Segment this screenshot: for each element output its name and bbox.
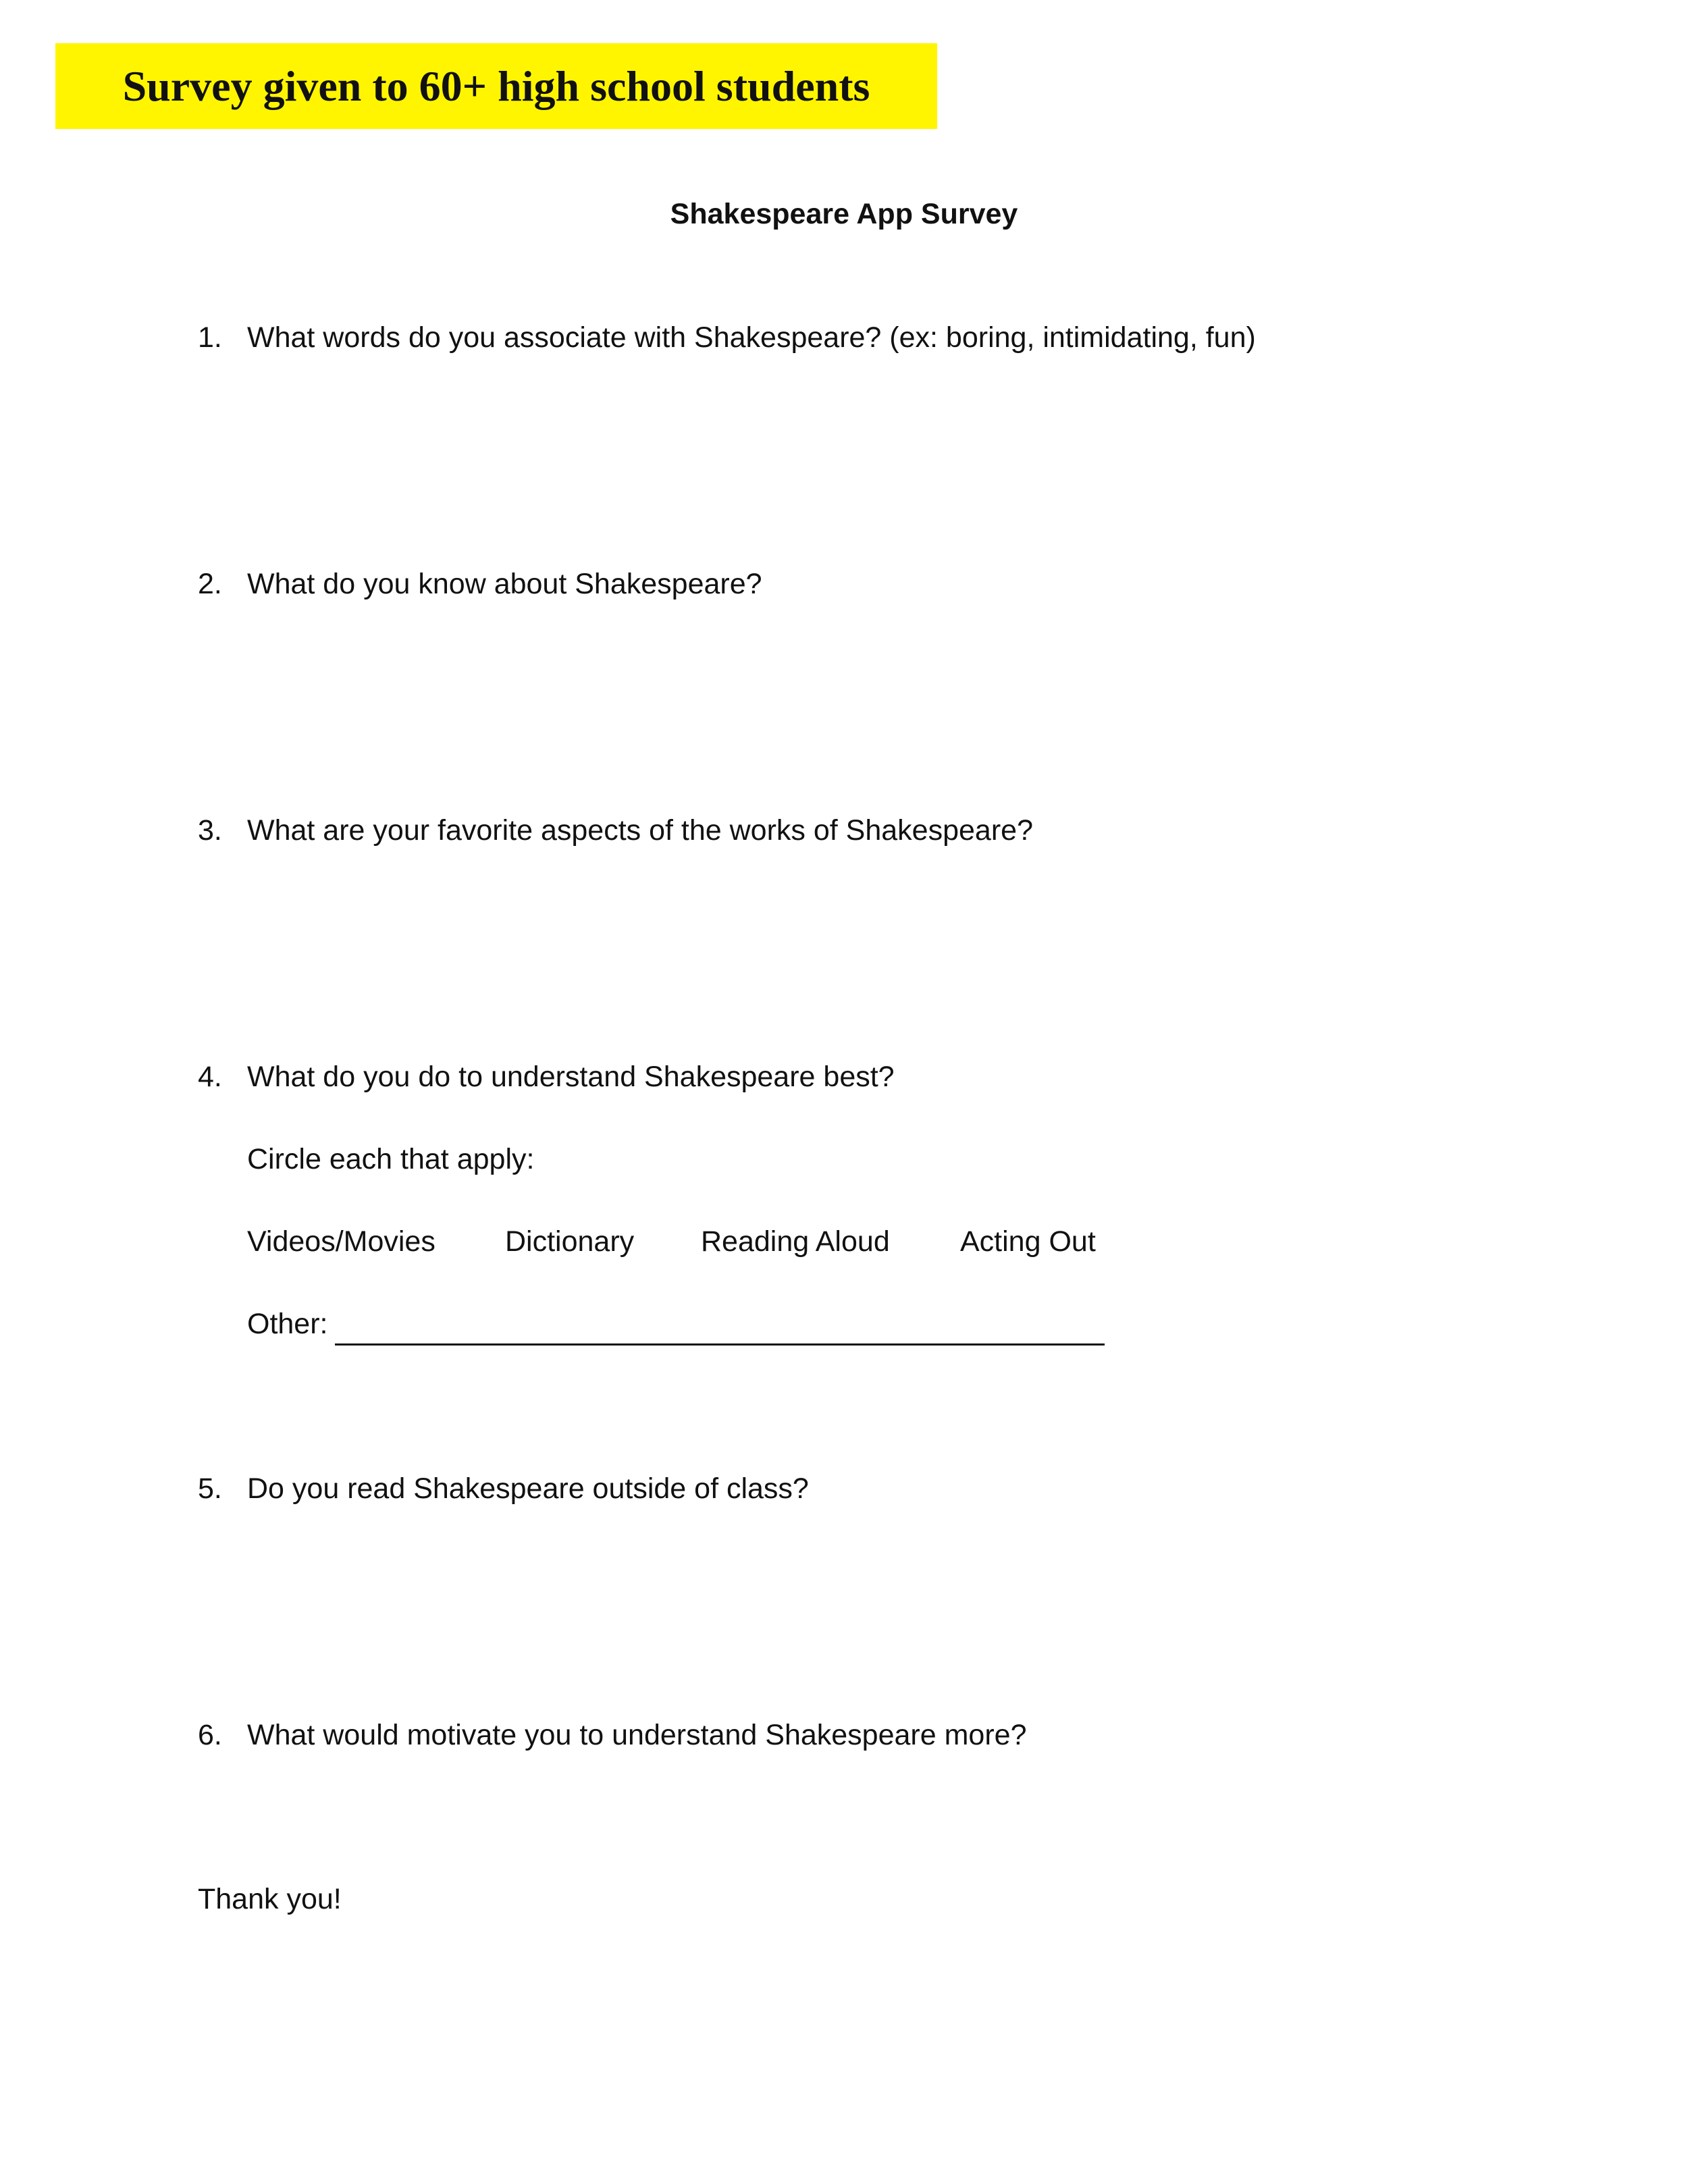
question-number: 3.: [198, 814, 222, 847]
question-number: 6.: [198, 1719, 222, 1751]
question-3: [198, 814, 1033, 849]
question-1: [198, 321, 1256, 356]
question-text: What are your favorite aspects of the works of Shakespeare?: [247, 814, 1033, 847]
question-number: 4.: [198, 1061, 222, 1093]
question-6: [198, 1718, 1027, 1753]
question-number: 2.: [198, 568, 222, 600]
closing-text: Thank you!: [198, 1883, 342, 1915]
option-dictionary[interactable]: Dictionary: [505, 1225, 635, 1258]
question-number: 1.: [198, 321, 222, 354]
question-number: 5.: [198, 1472, 222, 1505]
circle-instruction: Circle each that apply:: [247, 1143, 535, 1175]
question-text: What do you do to understand Shakespeare best?: [247, 1061, 895, 1093]
banner-highlight: [55, 43, 937, 129]
question-2: [198, 567, 762, 602]
question-4: [198, 1060, 895, 1095]
question-5: [198, 1472, 809, 1507]
other-label: Other:: [247, 1308, 328, 1340]
option-acting-out[interactable]: Acting Out: [960, 1225, 1096, 1258]
banner-text: Survey given to 60+ high school students: [122, 61, 870, 110]
other-answer-line[interactable]: [335, 1343, 1105, 1346]
option-videos-movies[interactable]: Videos/Movies: [247, 1225, 436, 1258]
option-reading-aloud[interactable]: Reading Aloud: [701, 1225, 890, 1258]
question-text: What would motivate you to understand Shakespeare more?: [247, 1719, 1027, 1751]
question-text: What words do you associate with Shakespeare? (ex: boring, intimidating, fun): [247, 321, 1256, 354]
question-text: Do you read Shakespeare outside of class?: [247, 1472, 809, 1505]
question-text: What do you know about Shakespeare?: [247, 568, 762, 600]
document-title: Shakespeare App Survey: [670, 198, 1018, 230]
